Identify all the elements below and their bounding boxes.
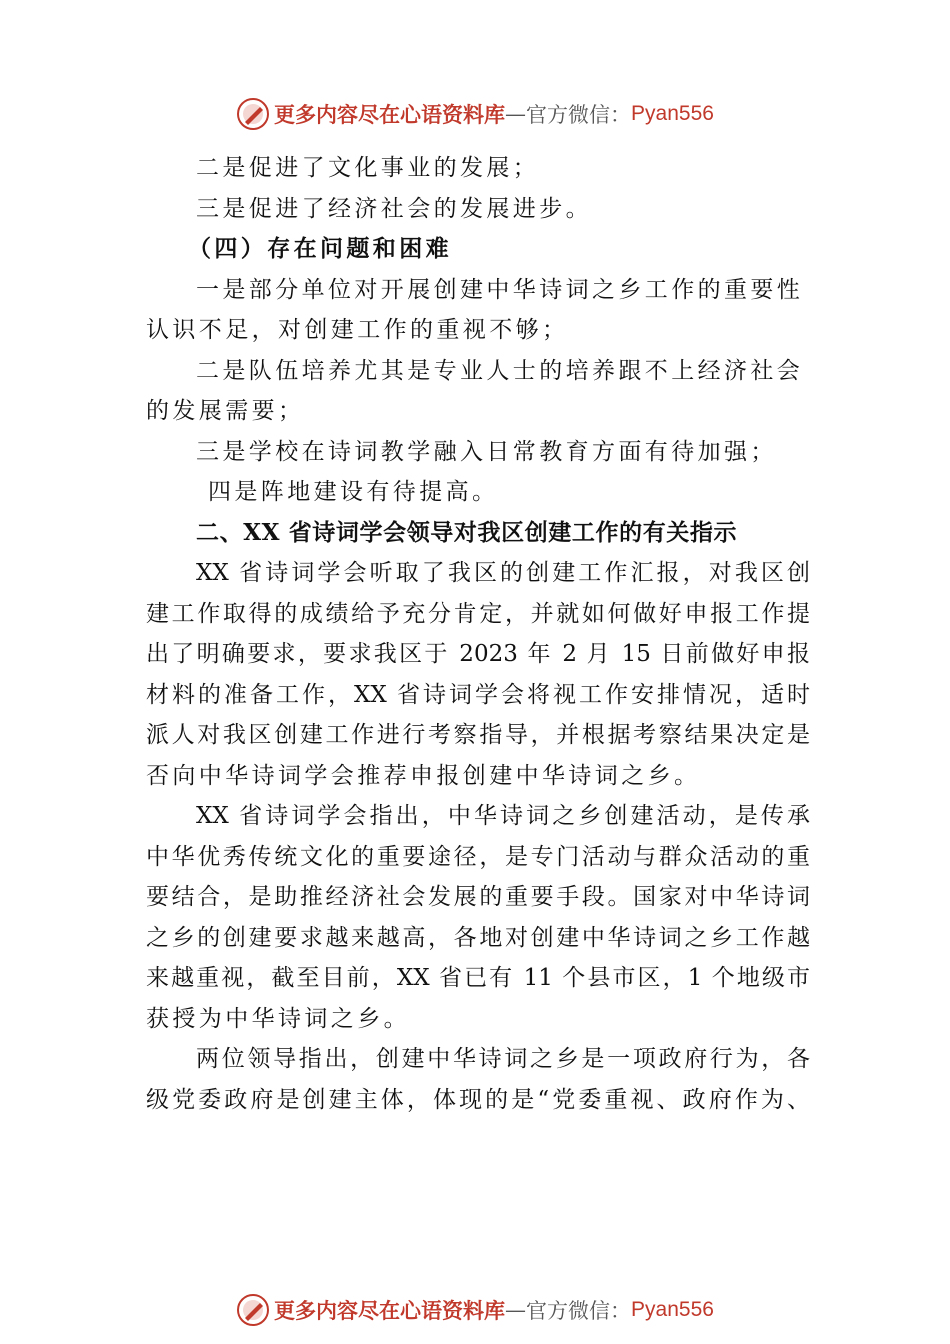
paragraph-line: 出了明确要求，要求我区于 2023 年 2 月 15 日前做好申报 — [146, 641, 810, 667]
pen-logo-icon — [236, 1293, 270, 1327]
paragraph-line: 二是促进了文化事业的发展； — [196, 155, 540, 181]
paragraph-line: 的发展需要； — [146, 398, 305, 424]
pen-logo-icon — [236, 97, 270, 131]
paragraph-line: XX 省诗词学会听取了我区的创建工作汇报，对我区创 — [196, 560, 810, 586]
paragraph-line: XX 省诗词学会指出，中华诗词之乡创建活动，是传承 — [196, 803, 810, 829]
banner-wechat-id: Pyan556 — [631, 102, 714, 125]
banner-label: 官方微信： — [526, 103, 632, 127]
footer-watermark-banner — [0, 1290, 950, 1330]
paragraph-line: 要结合，是助推经济社会发展的重要手段。国家对中华诗词 — [146, 884, 810, 910]
paragraph-line: 材料的准备工作，XX 省诗词学会将视工作安排情况，适时 — [146, 681, 810, 708]
paragraph-line: 来越重视，截至目前，XX 省已有 11 个县市区，1 个地级市 — [146, 965, 810, 991]
banner-label: 官方微信： — [526, 1299, 632, 1323]
paragraph-line: 派人对我区创建工作进行考察指导，并根据考察结果决定是 — [146, 722, 810, 748]
paragraph-line: 认识不足，对创建工作的重视不够； — [146, 317, 569, 343]
paragraph-line: 三是学校在诗词教学融入日常教育方面有待加强； — [196, 438, 777, 465]
paragraph-line: 四是阵地建设有待提高。 — [208, 479, 499, 505]
paragraph-line: 获授为中华诗词之乡。 — [146, 1005, 410, 1032]
paragraph-line: 二是队伍培养尤其是专业人士的培养跟不上经济社会 — [196, 357, 804, 384]
paragraph-line: 建工作取得的成绩给予充分肯定，并就如何做好申报工作提 — [146, 600, 810, 627]
paragraph-line: 中华优秀传统文化的重要途径，是专门活动与群众活动的重 — [146, 843, 810, 870]
section-heading: 二、XX 省诗词学会领导对我区创建工作的有关指示 — [196, 518, 738, 546]
paragraph-line: 级党委政府是创建主体，体现的是“党委重视、政府作为、 — [146, 1086, 810, 1113]
document-body — [146, 148, 810, 1120]
paragraph-line: 一是部分单位对开展创建中华诗词之乡工作的重要性 — [196, 276, 804, 303]
paragraph-line: 三是促进了经济社会的发展进步。 — [196, 195, 592, 222]
banner-separator: — — [505, 102, 527, 126]
paragraph-line: 之乡的创建要求越来越高，各地对创建中华诗词之乡工作越 — [146, 924, 810, 951]
banner-wechat-id: Pyan556 — [631, 1298, 714, 1321]
header-watermark-banner — [0, 94, 950, 134]
banner-title: 更多内容尽在心语资料库 — [274, 1298, 506, 1323]
paragraph-line: 两位领导指出，创建中华诗词之乡是一项政府行为，各 — [196, 1046, 810, 1072]
banner-separator: — — [505, 1298, 527, 1322]
paragraph-line: 否向中华诗词学会推荐申报创建中华诗词之乡。 — [146, 762, 701, 789]
banner-title: 更多内容尽在心语资料库 — [274, 102, 506, 127]
section-heading: （四）存在问题和困难 — [188, 235, 452, 262]
